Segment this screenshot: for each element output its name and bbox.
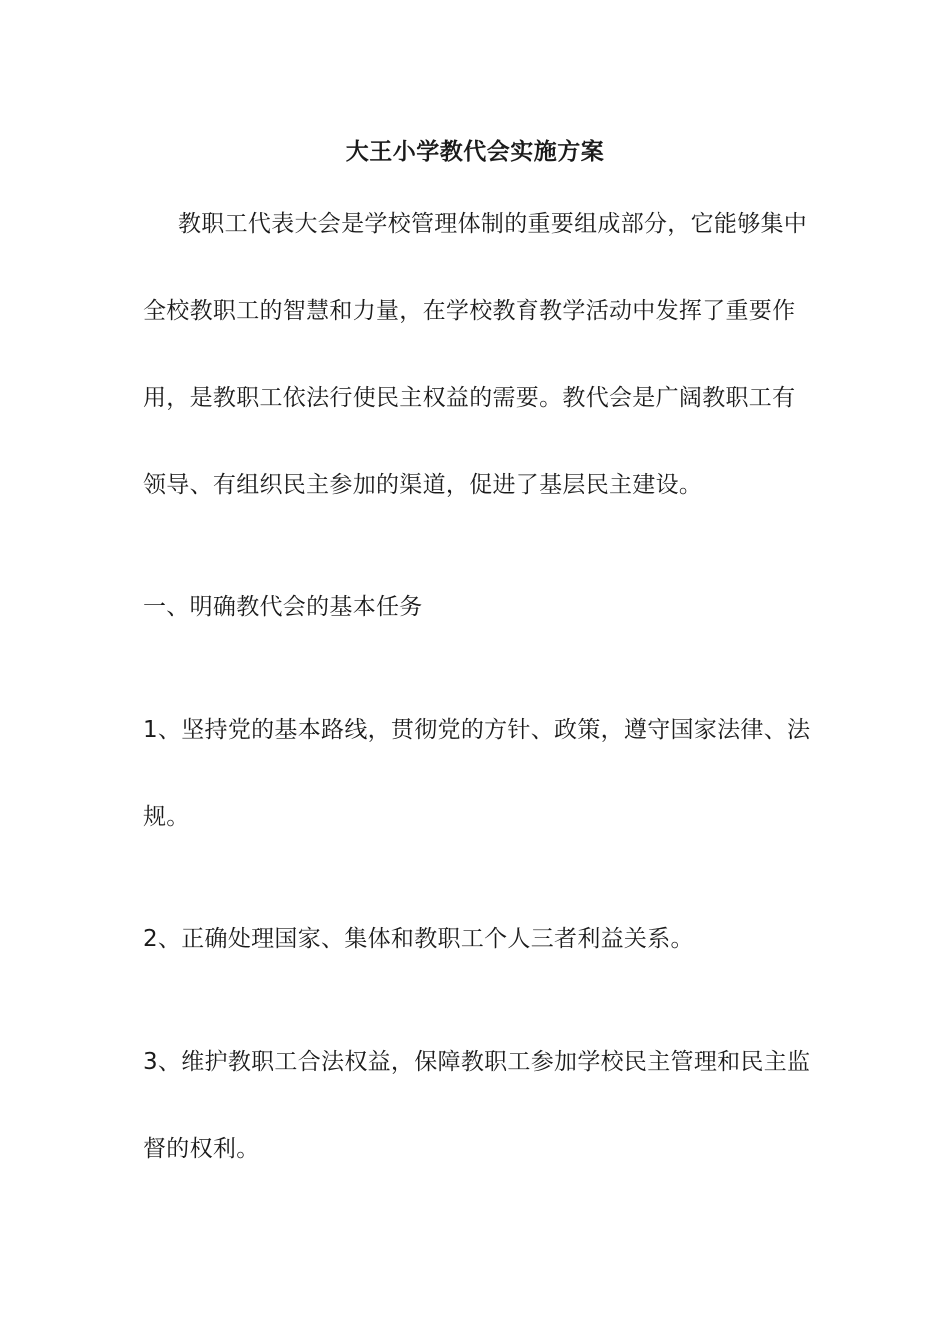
intro-line-3: 用，是教职工依法行使民主权益的需要。教代会是广阔教职工有 xyxy=(143,385,796,411)
intro-line-2: 全校教职工的智慧和力量，在学校教育教学活动中发挥了重要作 xyxy=(143,298,796,324)
document-title: 大王小学教代会实施方案 xyxy=(345,139,605,165)
item-1-line-1: 1、坚持党的基本路线，贯彻党的方针、政策，遵守国家法律、法 xyxy=(143,717,811,743)
item-3-line-1: 3、维护教职工合法权益，保障教职工参加学校民主管理和民主监 xyxy=(143,1049,811,1075)
intro-line-4: 领导、有组织民主参加的渠道，促进了基层民主建设。 xyxy=(143,472,703,498)
item-3-line-2: 督的权利。 xyxy=(143,1136,260,1162)
item-1-line-2: 规。 xyxy=(143,804,190,830)
intro-line-1: 教职工代表大会是学校管理体制的重要组成部分，它能够集中 xyxy=(178,211,808,237)
item-2-line-1: 2、正确处理国家、集体和教职工个人三者利益关系。 xyxy=(143,926,694,952)
section-heading: 一、明确教代会的基本任务 xyxy=(143,594,423,620)
